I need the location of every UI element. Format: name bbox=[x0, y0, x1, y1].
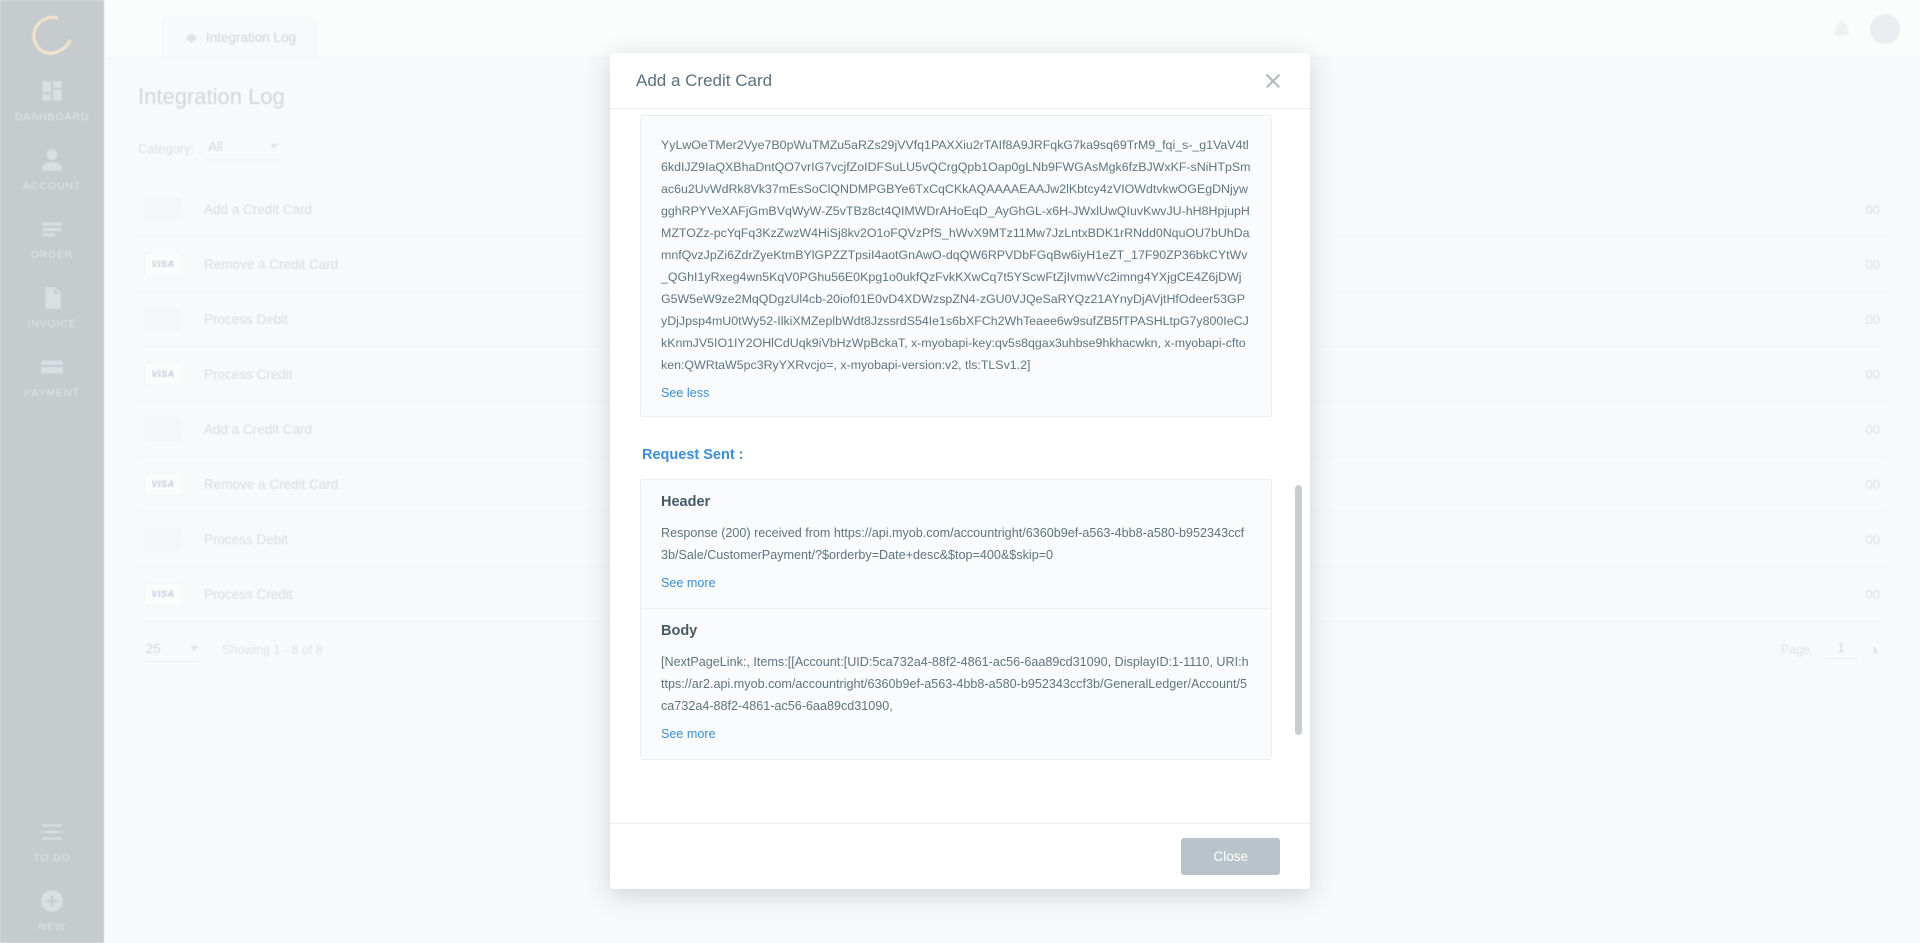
header-section-title: Header bbox=[661, 494, 711, 510]
scrollbar-thumb[interactable] bbox=[1295, 485, 1302, 735]
header-section-text: Response (200) received from https://api.myob.com/accountright/6360b9ef-a563-4bb8-a580-b952343ccf3b/Sale/CustomerPayment/?$orderby=Date+desc&$top=400&$skip=0 bbox=[661, 526, 1245, 562]
modal-scrollbar[interactable] bbox=[1295, 115, 1302, 823]
body-see-more-link[interactable]: See more bbox=[661, 727, 716, 741]
add-credit-card-modal bbox=[610, 53, 1310, 889]
request-sent-title: Request Sent : bbox=[642, 447, 744, 463]
modal-body[interactable] bbox=[610, 109, 1310, 823]
close-icon[interactable] bbox=[1262, 70, 1284, 92]
close-button[interactable]: Close bbox=[1181, 838, 1280, 875]
body-section bbox=[641, 608, 1271, 759]
modal-footer bbox=[610, 823, 1310, 889]
body-section-title: Body bbox=[661, 623, 698, 639]
header-section bbox=[641, 480, 1271, 608]
body-section-text: [NextPageLink:, Items:[[Account:[UID:5ca732a4-88f2-4861-ac56-6aa89cd31090, DisplayID:1-1110, URI:https://ar2.api.myob.com/accountright/6360b9ef-a563-4bb8-a580-b952343ccf3b/GeneralLedger/Account/5ca732a4-88f2-4861-ac56-6aa89cd31090, bbox=[661, 655, 1249, 713]
modal-header bbox=[610, 53, 1310, 109]
modal-title: Add a Credit Card bbox=[636, 70, 773, 90]
token-text: YyLwOeTMer2Vye7B0pWuTMZu5aRZs29jVVfq1PAXXiu2rTAIf8A9JRFqkG7ka9sq69TrM9_fqi_s-_g1VaV4tl6kdIJZ9IaQXBhaDntQO7vrIG7vcjfZoIDFSuLU5vQCrgQpb1Oap0gLNb9FWGAsMgk6fzBJWxKF-sNiHTpSmac6u2UvWdRk8Vk37mEsSoClQNDMPGBYe6TxCqCKkAQAAAAEAAJw2lKbtcy4zVIOWdtvkwOGEgDNjywgghRPYVeXAFjGmBVqWyW-Z5vTBz8ct4QIMWDrAHoEqD_AyGhGL-x6H-JWxlUwQIuvKwvJU-hH8HpjupHMZTOZz-pcYqFq3KzZwzW4HiSj8kv2O1oFQVzPfS_hWvX9MTz11Mw7JzLntxBDK1rRNdd0NquOU7bUhDamnfQvzJpZi6ZdrZyeKtmBYlGPZZTpsiI4aotGnAwO-dqQW6RPVDbFGqBw6iyH1eZT_17F90ZP36bkCYtWv_QGhI1yRxeg4wn5KqV0PGhu56E0Kpg1o0ukfQzFvkKXwCq7t5YScwFtZjIvmwVc2imng4YXjgCE4Z6jDWjG5W5eW9ze2MqQDgzUl4cb-20iof01E0vD4XDWzspZN4-zGU0VJQeSaRYQz21AYnyDjAVjtHfOdeer53GPyDjJpsp4mU0tWy52-IlkiXMZeplbWdt8JzssrdS54Ie1s6bXFCh2WhTeaee6w9sufZB5fTPASHLtpG7y800IeCJkKnmJV5IO1IY2OHlCdUqk9iVbHzWpBckaT, x-myobapi-key:qv5s8qgax3uhbse9hkhacwkn, x-myobapi-cftoken:QWRtaW5pc3RyYXRvcjo=, x-myobapi-version:v2, tls:TLSv1.2] bbox=[661, 138, 1251, 372]
modal-scroll-area bbox=[640, 115, 1280, 803]
token-panel bbox=[640, 115, 1272, 417]
request-sent-panel bbox=[640, 479, 1272, 760]
header-see-more-link[interactable]: See more bbox=[661, 576, 716, 590]
see-less-link[interactable]: See less bbox=[661, 386, 710, 400]
